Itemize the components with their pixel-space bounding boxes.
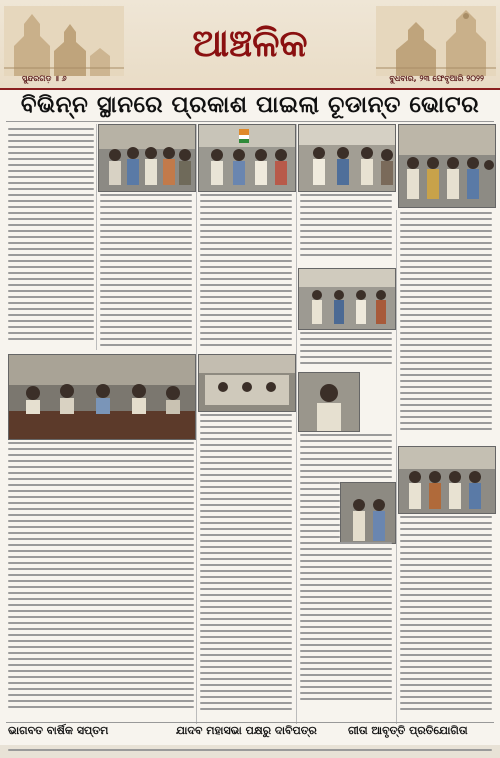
news-photo xyxy=(298,124,396,192)
article-text-block xyxy=(300,332,392,368)
date-label: ବୁଧବାର, ୨୩ ଫେବୃଆରି ୨୦୨୨ xyxy=(389,74,484,83)
article-text-block xyxy=(300,434,392,718)
main-headline: ବିଭିନ୍ନ ସ୍ଥାନରେ ପ୍ରକାଶ ପାଇଲା ଚୂଡାନ୍ତ ଭୋଟର xyxy=(20,92,480,118)
article-text-block xyxy=(200,194,292,350)
news-photo xyxy=(8,354,196,440)
temple-illustration-left xyxy=(4,6,124,76)
news-photo xyxy=(198,124,296,192)
bottom-headline-middle: ଯାଦବ ମହାସଭା ପକ୍ଷରୁ ଦାବିପତ୍ର xyxy=(176,724,317,737)
section-rule xyxy=(6,722,494,723)
masthead xyxy=(0,0,500,90)
article-text-block xyxy=(100,194,192,350)
temple-illustration-right xyxy=(376,6,496,76)
bottom-headline-left: ଭାଗବତ ବାର୍ଷିକ ସପ୍ତମ xyxy=(8,724,109,737)
news-photo xyxy=(398,446,496,514)
news-photo xyxy=(398,124,496,208)
article-text-block xyxy=(400,212,492,442)
column-divider xyxy=(396,210,397,724)
headline-rule xyxy=(6,121,494,122)
section-title: ଆଞ୍ଚଳିକ xyxy=(192,20,308,65)
news-photo xyxy=(298,268,396,330)
news-photo xyxy=(98,124,196,192)
bottom-headline-right: ଗୀତା ଆବୃତ୍ତି ପ୍ରତିଯୋଗିତା xyxy=(348,724,468,737)
article-text-block xyxy=(8,442,194,718)
column-divider xyxy=(96,124,97,350)
column-divider xyxy=(196,124,197,724)
article-text-block xyxy=(300,194,392,264)
column-divider xyxy=(296,124,297,724)
article-text-block xyxy=(200,414,292,718)
edition-label: ସୁନ୍ଦରଗଡ଼ ॥ ୬ xyxy=(22,74,67,83)
article-text-block xyxy=(400,516,492,718)
bottom-text-strip xyxy=(0,745,500,758)
article-text-block xyxy=(8,128,94,350)
news-photo xyxy=(198,354,296,412)
news-photo xyxy=(298,372,360,432)
